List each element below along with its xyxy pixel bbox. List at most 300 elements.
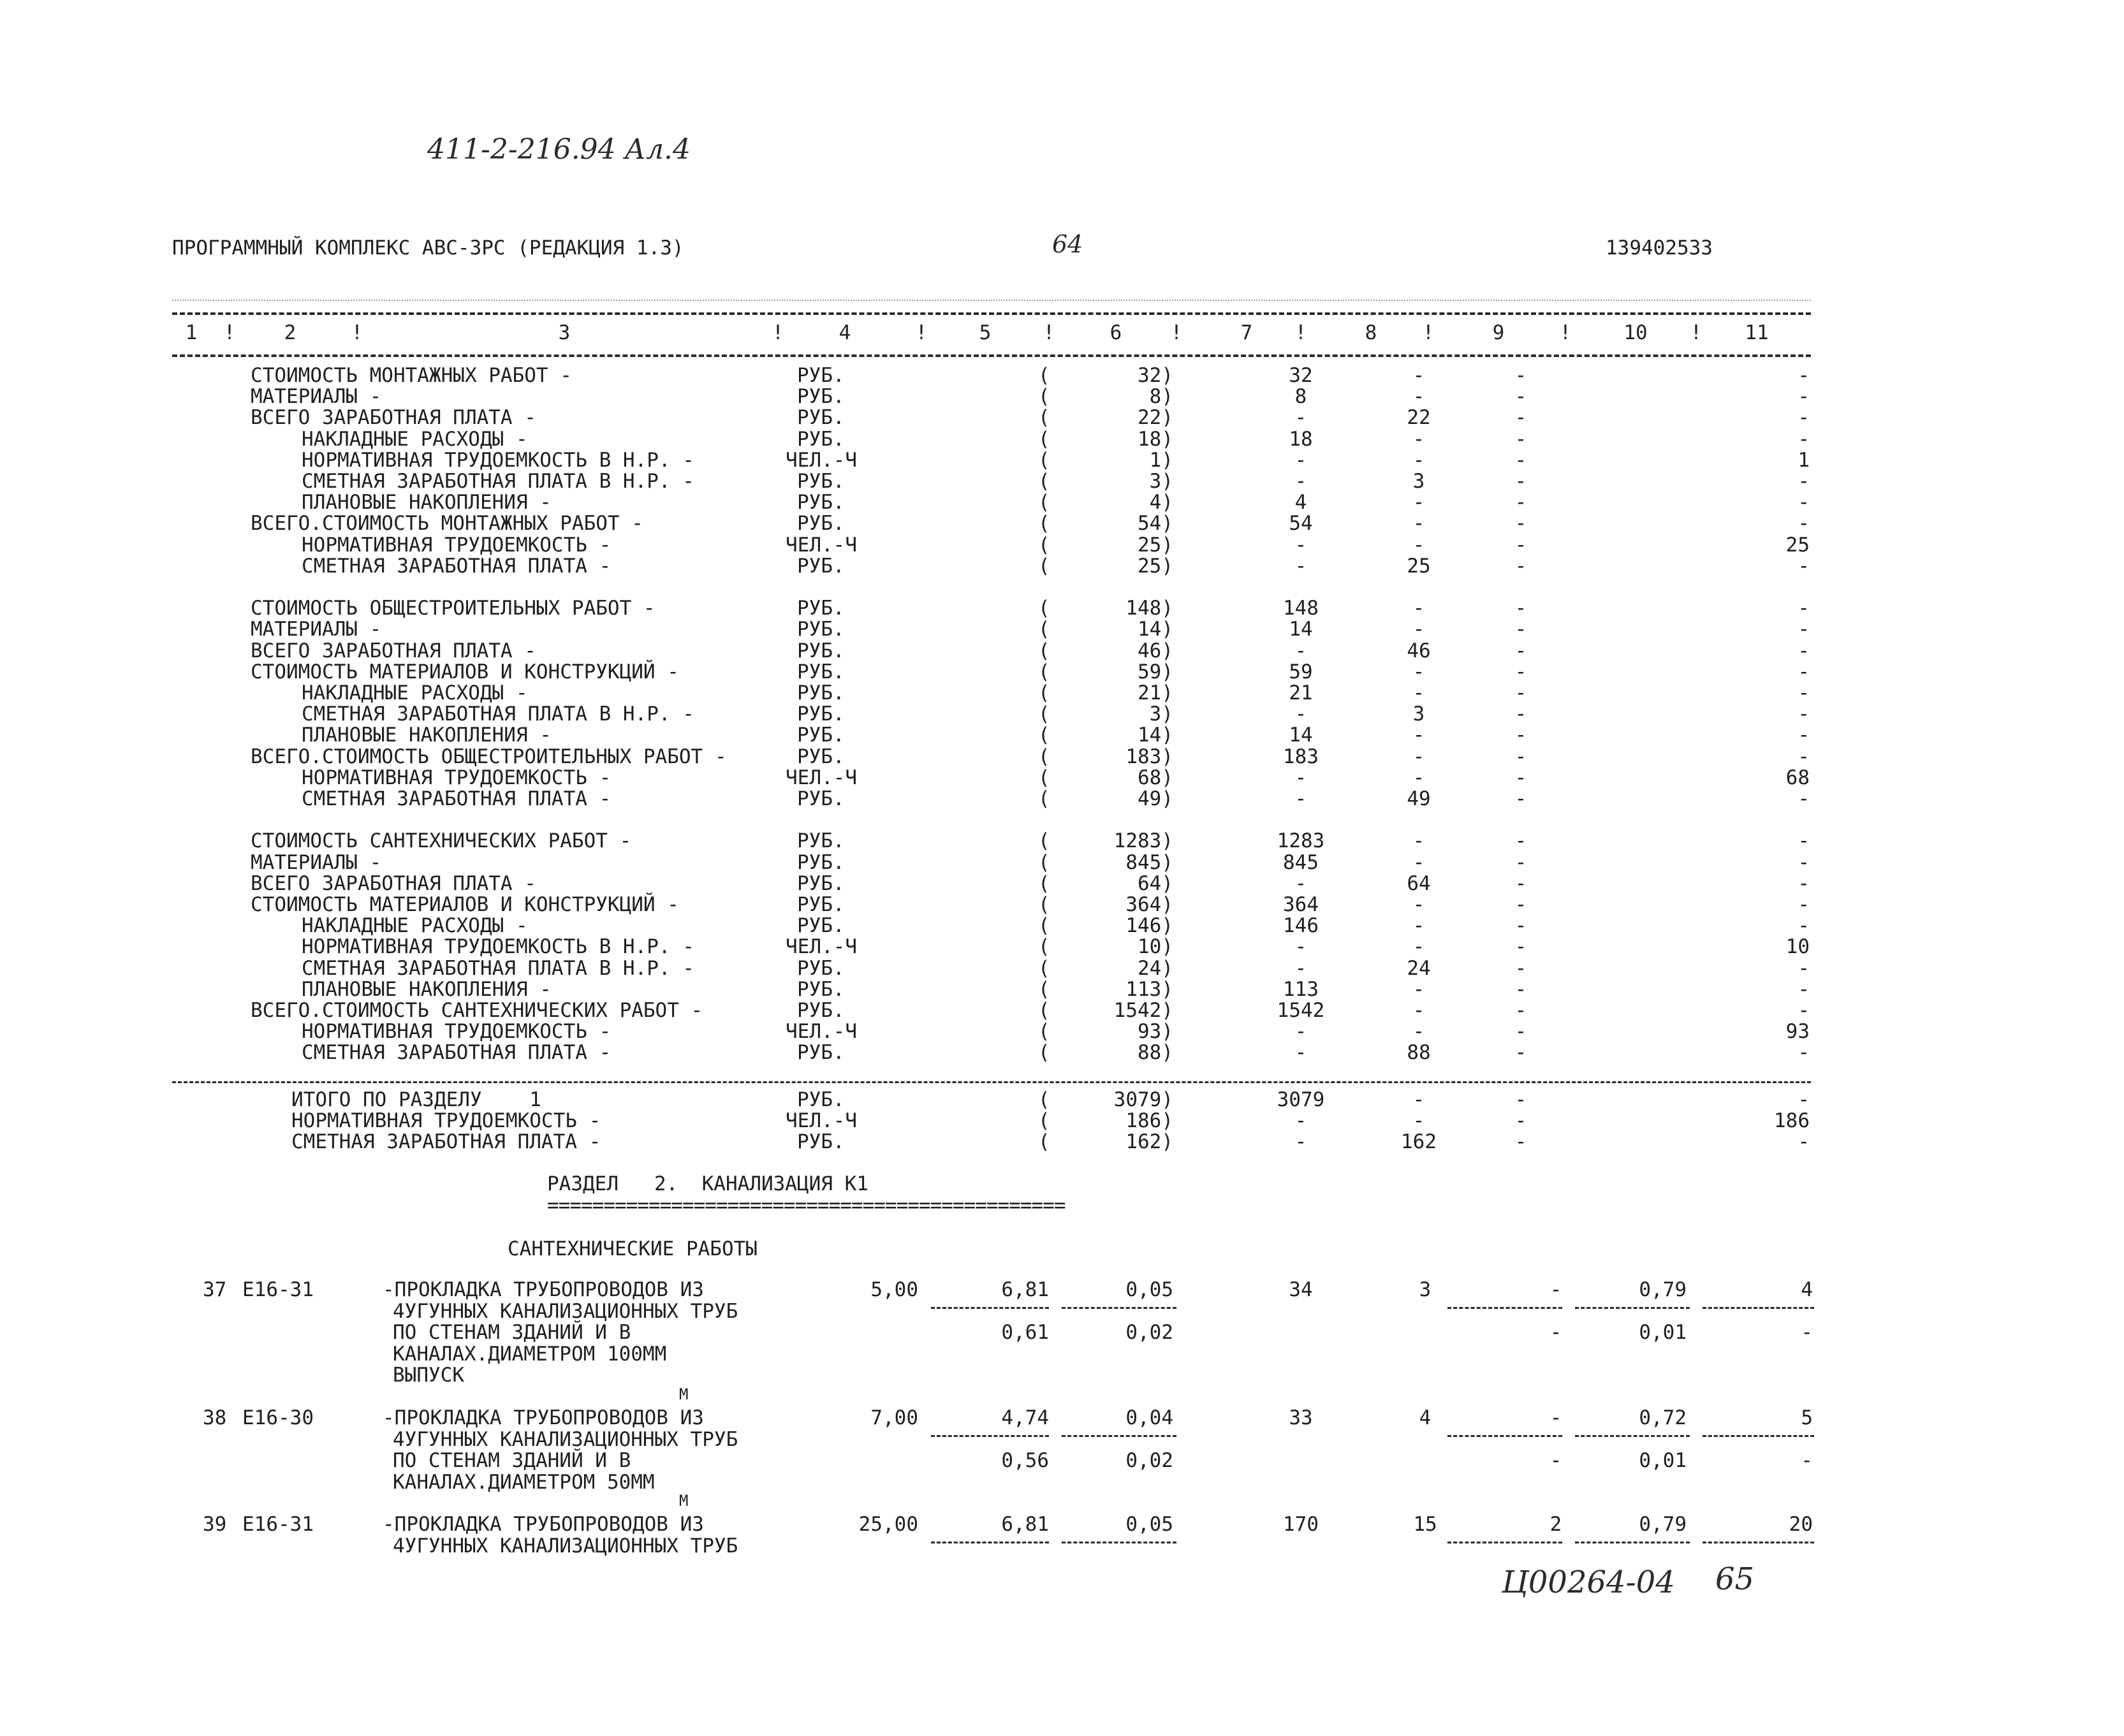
column-separator: ! [1690, 321, 1703, 344]
row-unit: РУБ. [797, 660, 845, 683]
col6-value: 18) [1138, 427, 1173, 451]
item-col8: 4 [1419, 1406, 1432, 1429]
col9-value: - [1514, 766, 1527, 789]
item-sub-col10: 0,01 [1639, 1449, 1687, 1472]
paren-open: ( [1038, 618, 1050, 641]
row-name: НОРМАТИВНАЯ ТРУДОЕМКОСТЬ - [302, 1020, 612, 1044]
total-name: СМЕТНАЯ ЗАРАБОТНАЯ ПЛАТА - [291, 1130, 601, 1153]
col6-value: 1283) [1113, 829, 1173, 853]
item-col6: 0,05 [1125, 1278, 1173, 1301]
paren-open: ( [1038, 703, 1050, 726]
row-unit: РУБ. [797, 956, 845, 980]
col8-value: - [1412, 682, 1425, 704]
row-unit: РУБ. [797, 406, 845, 430]
total-col9: - [1514, 1130, 1527, 1153]
item-col11: 20 [1789, 1513, 1813, 1536]
col9-value: - [1514, 385, 1527, 409]
item-quantity: 25,00 [858, 1513, 918, 1536]
row-unit: РУБ. [797, 597, 845, 620]
col11-value: - [1798, 554, 1810, 578]
col6-value: 10) [1138, 935, 1173, 959]
col7-value: 364 [1283, 893, 1319, 916]
col7-value: 59 [1289, 660, 1313, 683]
col9-value: - [1514, 597, 1527, 620]
item-sub-col5: 0,56 [1001, 1449, 1049, 1472]
col8-value: 3 [1412, 703, 1425, 726]
column-header-11: 11 [1745, 321, 1769, 344]
item-col11: 5 [1801, 1406, 1813, 1429]
item-divider [931, 1435, 1049, 1437]
col6-value: 54) [1138, 512, 1173, 536]
item-description-line: 4УГУННЫХ КАНАЛИЗАЦИОННЫХ ТРУБ [393, 1534, 738, 1557]
row-name: ВСЕГО.СТОИМОСТЬ МОНТАЖНЫХ РАБОТ - [251, 512, 643, 536]
row-unit: РУБ. [797, 977, 845, 1001]
col6-value: 68) [1138, 766, 1173, 789]
paren-open: ( [1038, 660, 1050, 683]
totals-rule [172, 1081, 1811, 1083]
paren-open: ( [1038, 1130, 1050, 1153]
col11-value: - [1798, 427, 1810, 451]
row-name: СМЕТНАЯ ЗАРАБОТНАЯ ПЛАТА В Н.Р. - [302, 470, 694, 493]
item-description-line: -ПРОКЛАДКА ТРУБОПРОВОДОВ ИЗ [383, 1406, 704, 1429]
col11-value: - [1798, 956, 1810, 980]
row-unit: РУБ. [797, 512, 845, 536]
total-col6: 162) [1125, 1130, 1173, 1153]
item-divider [931, 1307, 1049, 1309]
paren-open: ( [1038, 385, 1050, 409]
col7-value: - [1294, 1041, 1307, 1065]
item-description-line: ВЫПУСК [393, 1364, 464, 1387]
footer-stamp-handwritten: Ц00264-04 [1502, 1565, 1675, 1600]
row-name: СМЕТНАЯ ЗАРАБОТНАЯ ПЛАТА В Н.Р. - [302, 956, 694, 980]
total-col9: - [1514, 1088, 1527, 1111]
document-id: 139402533 [1606, 237, 1713, 259]
column-separator: ! [1559, 321, 1572, 344]
item-divider [1575, 1542, 1690, 1543]
col11-value: - [1798, 491, 1810, 514]
item-code: Е16-31 [242, 1278, 314, 1301]
paren-open: ( [1038, 745, 1050, 768]
col11-value: - [1798, 724, 1810, 747]
column-header-6: 6 [1110, 321, 1122, 344]
col9-value: - [1514, 406, 1527, 430]
col9-value: - [1514, 787, 1527, 810]
col6-value: 183) [1125, 745, 1173, 768]
col11-value: - [1798, 999, 1810, 1022]
col8-value: 25 [1407, 554, 1431, 578]
row-name: ПЛАНОВЫЕ НАКОПЛЕНИЯ - [302, 491, 552, 514]
col6-value: 21) [1138, 682, 1173, 704]
col11-value: - [1798, 893, 1810, 916]
row-name: СТОИМОСТЬ ОБЩЕСТРОИТЕЛЬНЫХ РАБОТ - [251, 597, 656, 620]
col7-value: - [1294, 554, 1307, 578]
col7-value: 14 [1289, 724, 1313, 747]
paren-open: ( [1038, 766, 1050, 789]
col7-value: - [1294, 787, 1307, 810]
row-name: НАКЛАДНЫЕ РАСХОДЫ - [302, 427, 528, 451]
col11-value: - [1798, 850, 1810, 874]
col11-value: - [1798, 914, 1810, 938]
program-title: ПРОГРАММНЫЙ КОМПЛЕКС АВС-3РС (РЕДАКЦИЯ 1.3) [172, 237, 684, 259]
total-col7: 3079 [1277, 1088, 1325, 1111]
item-description-line: ПО СТЕНАМ ЗДАНИЙ И В [393, 1449, 631, 1472]
row-unit: РУБ. [797, 850, 845, 874]
item-sub-col9: - [1549, 1321, 1562, 1344]
col8-value: 24 [1407, 956, 1431, 980]
col11-value: - [1798, 1041, 1810, 1065]
item-col5: 6,81 [1001, 1278, 1049, 1301]
col7-value: 183 [1283, 745, 1319, 768]
total-col11: 186 [1774, 1109, 1810, 1132]
col7-value: 14 [1289, 618, 1313, 641]
item-description-line: КАНАЛАХ.ДИАМЕТРОМ 100ММ [393, 1342, 667, 1366]
col7-value: - [1294, 703, 1307, 726]
item-sub-col6: 0,02 [1125, 1321, 1173, 1344]
col8-value: 64 [1407, 872, 1431, 895]
row-unit: РУБ. [797, 470, 845, 493]
col6-value: 25) [1138, 533, 1173, 557]
col9-value: - [1514, 850, 1527, 874]
item-divider [1703, 1435, 1814, 1437]
col6-value: 24) [1138, 956, 1173, 980]
col7-value: - [1294, 935, 1307, 959]
col7-value: 18 [1289, 427, 1313, 451]
page-number-handwritten: 64 [1052, 230, 1083, 258]
column-header-4: 4 [839, 321, 851, 344]
column-separator: ! [1170, 321, 1183, 344]
col8-value: - [1412, 512, 1425, 536]
row-unit: РУБ. [797, 385, 845, 409]
row-name: СМЕТНАЯ ЗАРАБОТНАЯ ПЛАТА В Н.Р. - [302, 703, 694, 726]
col6-value: 845) [1125, 850, 1173, 874]
row-unit: РУБ. [797, 914, 845, 938]
col9-value: - [1514, 470, 1527, 493]
col8-value: - [1412, 618, 1425, 641]
col6-value: 25) [1138, 554, 1173, 578]
col6-value: 1542) [1113, 999, 1173, 1022]
col8-value: - [1412, 1020, 1425, 1044]
col8-value: 49 [1407, 787, 1431, 810]
col7-value: 32 [1289, 364, 1313, 387]
col6-value: 14) [1138, 724, 1173, 747]
col7-value: 113 [1283, 977, 1319, 1001]
row-name: НОРМАТИВНАЯ ТРУДОЕМКОСТЬ - [302, 766, 612, 789]
row-name: НОРМАТИВНАЯ ТРУДОЕМКОСТЬ - [302, 533, 612, 557]
col6-value: 3) [1149, 703, 1173, 726]
item-col7: 33 [1289, 1406, 1313, 1429]
item-divider [1703, 1307, 1814, 1309]
item-divider [1447, 1435, 1562, 1437]
paren-open: ( [1038, 682, 1050, 704]
col9-value: - [1514, 829, 1527, 853]
paren-open: ( [1038, 872, 1050, 895]
top-dotted-line [172, 300, 1811, 301]
header-rule-bottom [172, 354, 1811, 357]
item-col9: 2 [1549, 1513, 1562, 1536]
col8-value: 3 [1412, 470, 1425, 493]
total-unit: РУБ. [797, 1088, 845, 1111]
col7-value: - [1294, 406, 1307, 430]
col9-value: - [1514, 999, 1527, 1022]
col6-value: 8) [1149, 385, 1173, 409]
col9-value: - [1514, 682, 1527, 704]
col7-value: - [1294, 448, 1307, 472]
col7-value: - [1294, 872, 1307, 895]
column-header-1: 1 [185, 321, 198, 344]
row-unit: РУБ. [797, 872, 845, 895]
column-header-10: 10 [1623, 321, 1648, 344]
section-subheading: САНТЕХНИЧЕСКИЕ РАБОТЫ [508, 1237, 758, 1260]
paren-open: ( [1038, 597, 1050, 620]
total-col7: - [1294, 1130, 1307, 1153]
col9-value: - [1514, 427, 1527, 451]
col9-value: - [1514, 745, 1527, 768]
doc-code-handwritten: 411-2-216.94 Ал.4 [427, 133, 691, 166]
col8-value: - [1412, 766, 1425, 789]
row-unit: РУБ. [797, 364, 845, 387]
paren-open: ( [1038, 427, 1050, 451]
col7-value: 845 [1283, 850, 1319, 874]
row-name: ВСЕГО ЗАРАБОТНАЯ ПЛАТА - [251, 872, 536, 895]
row-name: НОРМАТИВНАЯ ТРУДОЕМКОСТЬ В Н.Р. - [302, 448, 694, 472]
section-underline: ============================================== [547, 1194, 1066, 1217]
paren-open: ( [1038, 448, 1050, 472]
col8-value: - [1412, 660, 1425, 683]
col6-value: 93) [1138, 1020, 1173, 1044]
col9-value: - [1514, 977, 1527, 1001]
row-name: НАКЛАДНЫЕ РАСХОДЫ - [302, 682, 528, 704]
paren-open: ( [1038, 914, 1050, 938]
col11-value: - [1798, 470, 1810, 493]
col11-value: - [1798, 639, 1810, 662]
row-name: СМЕТНАЯ ЗАРАБОТНАЯ ПЛАТА - [302, 787, 612, 810]
item-sub-col6: 0,02 [1125, 1449, 1173, 1472]
item-number: 39 [203, 1513, 227, 1536]
col8-value: - [1412, 850, 1425, 874]
row-unit: РУБ. [797, 639, 845, 662]
row-unit: РУБ. [797, 724, 845, 747]
col11-value: - [1798, 618, 1810, 641]
item-description-line: 4УГУННЫХ КАНАЛИЗАЦИОННЫХ ТРУБ [393, 1427, 738, 1451]
row-name: МАТЕРИАЛЫ - [251, 850, 382, 874]
col11-value: - [1798, 512, 1810, 536]
col9-value: - [1514, 639, 1527, 662]
row-name: МАТЕРИАЛЫ - [251, 618, 382, 641]
col11-value: 93 [1785, 1020, 1810, 1044]
row-unit: РУБ. [797, 893, 845, 916]
paren-open: ( [1038, 787, 1050, 810]
column-header-7: 7 [1240, 321, 1253, 344]
item-number: 37 [203, 1278, 227, 1301]
row-unit: ЧЕЛ.-Ч [786, 533, 857, 557]
col9-value: - [1514, 956, 1527, 980]
footer-page-handwritten: 65 [1715, 1561, 1755, 1597]
row-name: МАТЕРИАЛЫ - [251, 385, 382, 409]
column-separator: ! [1043, 321, 1055, 344]
row-unit: РУБ. [797, 682, 845, 704]
col9-value: - [1514, 554, 1527, 578]
col8-value: - [1412, 914, 1425, 938]
col9-value: - [1514, 935, 1527, 959]
item-col10: 0,79 [1639, 1278, 1687, 1301]
row-name: НОРМАТИВНАЯ ТРУДОЕМКОСТЬ В Н.Р. - [302, 935, 694, 959]
item-divider [931, 1542, 1049, 1543]
item-divider [1575, 1307, 1690, 1309]
paren-open: ( [1038, 935, 1050, 959]
paren-open: ( [1038, 893, 1050, 916]
col11-value: 10 [1785, 935, 1810, 959]
col8-value: - [1412, 745, 1425, 768]
col11-value: - [1798, 597, 1810, 620]
row-unit: РУБ. [797, 999, 845, 1022]
item-divider [1575, 1435, 1690, 1437]
item-col8: 3 [1419, 1278, 1432, 1301]
column-separator: ! [1422, 321, 1435, 344]
row-unit: ЧЕЛ.-Ч [786, 448, 857, 472]
col9-value: - [1514, 1041, 1527, 1065]
col7-value: 146 [1283, 914, 1319, 938]
row-name: СМЕТНАЯ ЗАРАБОТНАЯ ПЛАТА - [302, 554, 612, 578]
item-divider [1703, 1542, 1814, 1543]
col6-value: 364) [1125, 893, 1173, 916]
row-name: ПЛАНОВЫЕ НАКОПЛЕНИЯ - [302, 977, 552, 1001]
col6-value: 3) [1149, 470, 1173, 493]
item-description-line: КАНАЛАХ.ДИАМЕТРОМ 50ММ [393, 1470, 655, 1494]
row-name: ПЛАНОВЫЕ НАКОПЛЕНИЯ - [302, 724, 552, 747]
col6-value: 14) [1138, 618, 1173, 641]
col7-value: - [1294, 470, 1307, 493]
total-unit: ЧЕЛ.-Ч [786, 1109, 857, 1132]
total-col8: 162 [1401, 1130, 1437, 1153]
row-unit: РУБ. [797, 745, 845, 768]
item-col6: 0,04 [1125, 1406, 1173, 1429]
column-header-9: 9 [1492, 321, 1505, 344]
col8-value: - [1412, 364, 1425, 387]
col8-value: - [1412, 533, 1425, 557]
col11-value: - [1798, 660, 1810, 683]
paren-open: ( [1038, 491, 1050, 514]
col9-value: - [1514, 872, 1527, 895]
item-col9: - [1549, 1278, 1562, 1301]
column-separator: ! [1294, 321, 1307, 344]
row-name: СТОИМОСТЬ МАТЕРИАЛОВ И КОНСТРУКЦИЙ - [251, 660, 679, 683]
col6-value: 46) [1138, 639, 1173, 662]
col11-value: - [1798, 703, 1810, 726]
total-name: НОРМАТИВНАЯ ТРУДОЕМКОСТЬ - [291, 1109, 601, 1132]
section-title: РАЗДЕЛ 2. КАНАЛИЗАЦИЯ К1 [547, 1172, 868, 1195]
col7-value: 1283 [1277, 829, 1325, 853]
row-unit: РУБ. [797, 491, 845, 514]
col11-value: - [1798, 406, 1810, 430]
total-name: ИТОГО ПО РАЗДЕЛУ 1 [291, 1088, 541, 1111]
col11-value: 25 [1785, 533, 1810, 557]
column-separator: ! [772, 321, 784, 344]
col9-value: - [1514, 512, 1527, 536]
col9-value: - [1514, 618, 1527, 641]
row-unit: ЧЕЛ.-Ч [786, 1020, 857, 1044]
paren-open: ( [1038, 639, 1050, 662]
row-unit: ЧЕЛ.-Ч [786, 766, 857, 789]
total-col6: 3079) [1113, 1088, 1173, 1111]
col6-value: 32) [1138, 364, 1173, 387]
row-unit: РУБ. [797, 554, 845, 578]
col8-value: - [1412, 597, 1425, 620]
item-col10: 0,72 [1639, 1406, 1687, 1429]
item-divider [1062, 1307, 1176, 1309]
row-unit: ЧЕЛ.-Ч [786, 935, 857, 959]
item-unit-mark: М [679, 1385, 689, 1403]
item-unit-mark: М [679, 1492, 689, 1510]
col7-value: - [1294, 533, 1307, 557]
item-quantity: 5,00 [870, 1278, 918, 1301]
total-col11: - [1798, 1088, 1810, 1111]
item-number: 38 [203, 1406, 227, 1429]
item-description-line: -ПРОКЛАДКА ТРУБОПРОВОДОВ ИЗ [383, 1513, 704, 1536]
row-name: ВСЕГО ЗАРАБОТНАЯ ПЛАТА - [251, 406, 536, 430]
col11-value: - [1798, 787, 1810, 810]
col9-value: - [1514, 724, 1527, 747]
col11-value: - [1798, 829, 1810, 853]
row-name: СМЕТНАЯ ЗАРАБОТНАЯ ПЛАТА - [302, 1041, 612, 1065]
col8-value: 46 [1407, 639, 1431, 662]
col8-value: - [1412, 977, 1425, 1001]
item-col6: 0,05 [1125, 1513, 1173, 1536]
item-code: Е16-31 [242, 1513, 314, 1536]
col8-value: - [1412, 829, 1425, 853]
col8-value: - [1412, 999, 1425, 1022]
col7-value: 148 [1283, 597, 1319, 620]
row-name: НАКЛАДНЫЕ РАСХОДЫ - [302, 914, 528, 938]
item-divider [1062, 1542, 1176, 1543]
col8-value: - [1412, 385, 1425, 409]
item-quantity: 7,00 [870, 1406, 918, 1429]
item-col7: 170 [1283, 1513, 1319, 1536]
row-unit: РУБ. [797, 787, 845, 810]
paren-open: ( [1038, 1109, 1050, 1132]
col9-value: - [1514, 914, 1527, 938]
column-header-2: 2 [284, 321, 297, 344]
item-code: Е16-30 [242, 1406, 314, 1429]
item-sub-col10: 0,01 [1639, 1321, 1687, 1344]
col11-value: - [1798, 364, 1810, 387]
item-col7: 34 [1289, 1278, 1313, 1301]
row-unit: РУБ. [797, 703, 845, 726]
col8-value: - [1412, 427, 1425, 451]
col7-value: 4 [1294, 491, 1307, 514]
col6-value: 113) [1125, 977, 1173, 1001]
item-col10: 0,79 [1639, 1513, 1687, 1536]
row-name: ВСЕГО.СТОИМОСТЬ ОБЩЕСТРОИТЕЛЬНЫХ РАБОТ - [251, 745, 727, 768]
item-description-line: 4УГУННЫХ КАНАЛИЗАЦИОННЫХ ТРУБ [393, 1299, 738, 1323]
item-col11: 4 [1801, 1278, 1813, 1301]
col8-value: 88 [1407, 1041, 1431, 1065]
row-unit: РУБ. [797, 829, 845, 853]
col11-value: - [1798, 385, 1810, 409]
header-rule-top [172, 312, 1811, 315]
col7-value: 1542 [1277, 999, 1325, 1022]
col8-value: - [1412, 448, 1425, 472]
column-header-8: 8 [1365, 321, 1377, 344]
col7-value: - [1294, 639, 1307, 662]
col7-value: 8 [1294, 385, 1307, 409]
paren-open: ( [1038, 364, 1050, 387]
col8-value: - [1412, 491, 1425, 514]
total-col9: - [1514, 1109, 1527, 1132]
total-col7: - [1294, 1109, 1307, 1132]
col8-value: - [1412, 724, 1425, 747]
item-sub-col11: - [1801, 1321, 1813, 1344]
paren-open: ( [1038, 724, 1050, 747]
